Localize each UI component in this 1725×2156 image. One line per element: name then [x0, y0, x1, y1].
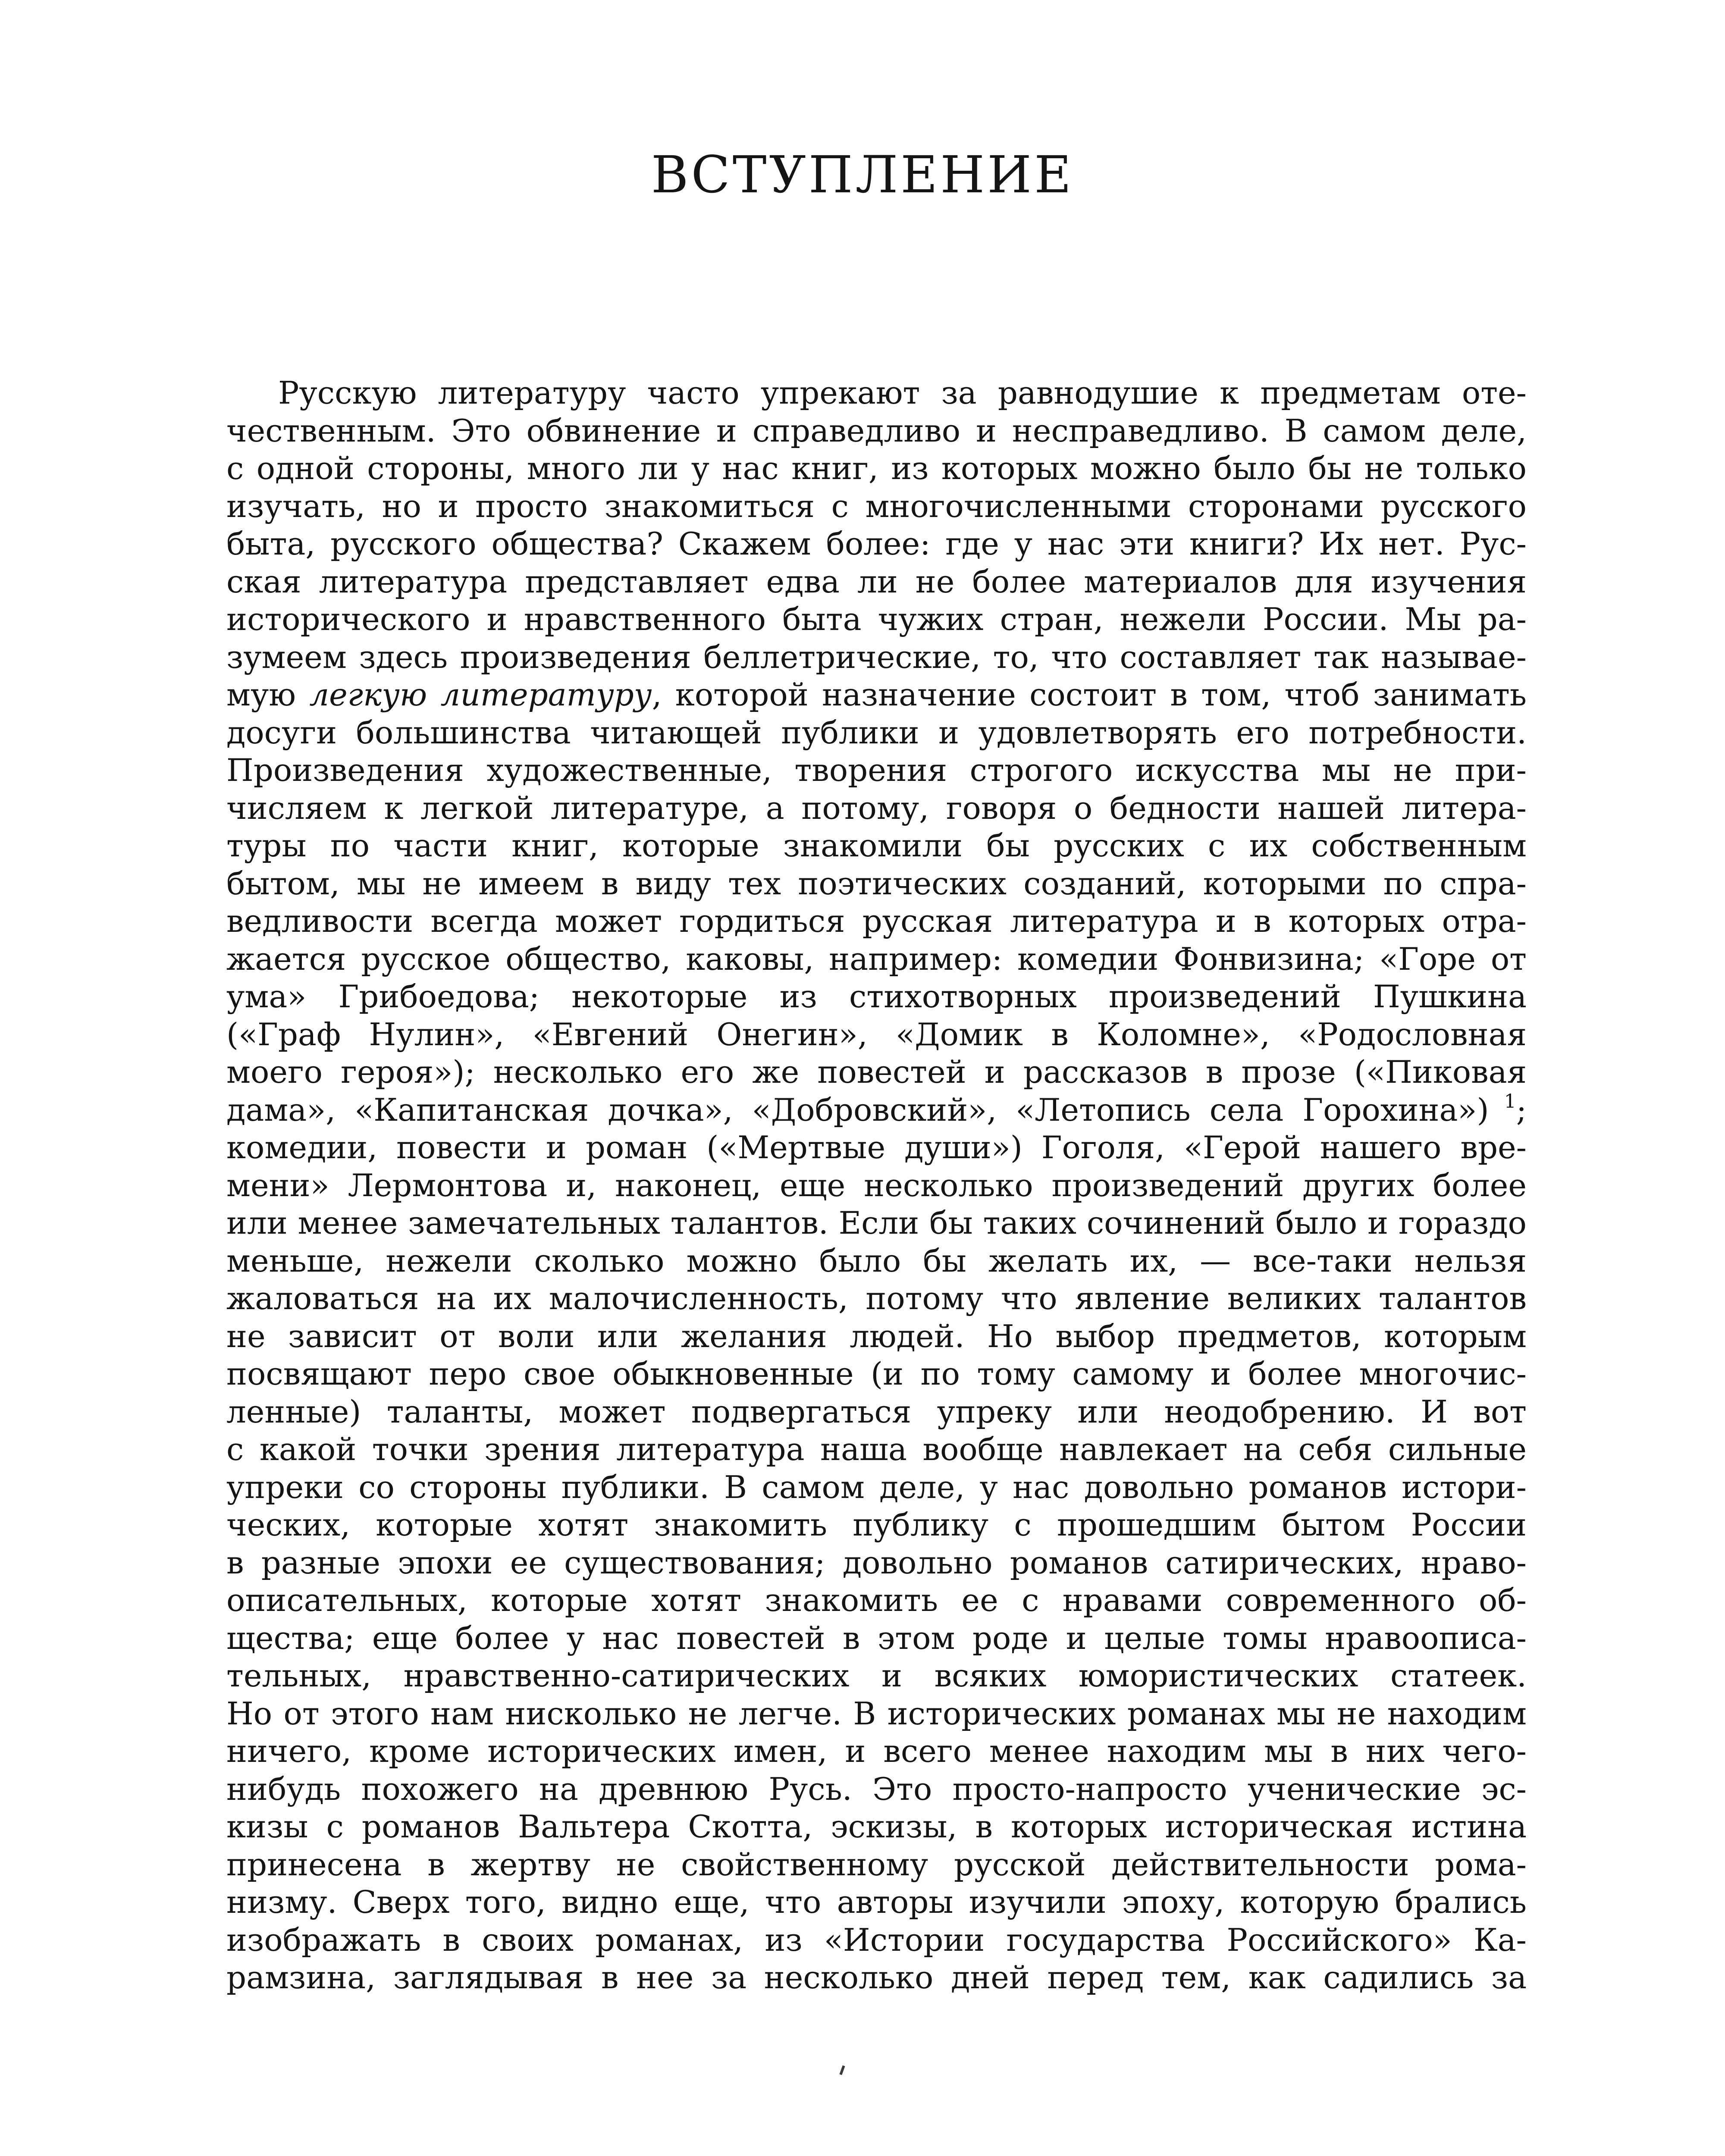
text-line: зумеем здесь произведения беллетрические, то, что составляет так называе- — [226, 639, 1527, 675]
text-segment: , которой назначение состоит в том, чтоб занимать — [652, 677, 1527, 713]
text-line: («Граф Нулин», «Евгений Онегин», «Домик в Коломне», «Родословная — [226, 1016, 1527, 1053]
text-line: ленные) таланты, может подвергаться упреку или неодобрению. И вот — [226, 1393, 1527, 1430]
text-line: комедии, повести и роман («Мертвые души») Гоголя, «Герой нашего вре- — [226, 1129, 1527, 1166]
text-line: Но от этого нам нисколько не легче. В исторических романах мы не находим — [226, 1695, 1527, 1732]
text-line: с какой точки зрения литература наша вообще навлекает на себя сильные — [226, 1431, 1527, 1467]
text-line: тельных, нравственно-сатирических и всяких юмористических статеек. — [226, 1658, 1527, 1694]
text-line: ничего, кроме исторических имен, и всего менее находим мы в них чего- — [226, 1733, 1527, 1769]
text-line: дама», «Капитанская дочка», «Добровский», «Летопись села Горохина») $^1$; — [226, 1091, 1527, 1128]
text-line: быта, русского общества? Скажем более: где у нас эти книги? Их нет. Рус- — [226, 526, 1527, 562]
text-line: низму. Сверх того, видно еще, что авторы изучили эпоху, которую брались — [226, 1884, 1527, 1920]
text-line: или менее замечательных талантов. Если бы таких сочинений было и гораздо — [226, 1205, 1527, 1241]
text-line: с одной стороны, много ли у нас книг, из которых можно было бы не только — [226, 450, 1527, 486]
text-line: меньше, нежели сколько можно было бы желать их, — все-таки нельзя — [226, 1242, 1527, 1279]
text-line: жается русское общество, каковы, например: комедии Фонвизина; «Горе от — [226, 940, 1527, 977]
text-line: изображать в своих романах, из «Истории государства Российского» Ка- — [226, 1921, 1527, 1958]
text-segment: мую — [226, 677, 310, 713]
text-line: жаловаться на их малочисленность, потому что явление великих талантов — [226, 1280, 1527, 1316]
text-line — [226, 676, 1527, 714]
text-line: нибудь похожего на древнюю Русь. Это просто-напросто ученические эс- — [226, 1771, 1527, 1807]
text-line: ведливости всегда может гордиться русская литература и в которых отра- — [226, 903, 1527, 939]
text-line: упреки со стороны публики. В самом деле, у нас довольно романов истори- — [226, 1469, 1527, 1505]
body-text — [226, 374, 1527, 1997]
text-line: изучать, но и просто знакомиться с многочисленными сторонами русского — [226, 488, 1527, 524]
text-line: не зависит от воли или желания людей. Но выбор предметов, которым — [226, 1318, 1527, 1354]
page-title: ВСТУПЛЕНИЕ — [651, 145, 1074, 204]
text-line: посвящают перо свое обыкновенные (и по тому самому и более многочис- — [226, 1356, 1527, 1392]
text-line: ума» Грибоедова; некоторые из стихотворных произведений Пушкина — [226, 978, 1527, 1015]
text-line: чественным. Это обвинение и справедливо и несправедливо. В самом деле, — [226, 412, 1527, 449]
text-line: исторического и нравственного быта чужих стран, нежели России. Мы ра- — [226, 601, 1527, 637]
text-line: описательных, которые хотят знакомить ее с нравами современного об- — [226, 1582, 1527, 1618]
italic-phrase: легкую литературу — [309, 677, 652, 713]
text-line: ческих, которые хотят знакомить публику с прошедшим бытом России — [226, 1507, 1527, 1543]
text-line: рамзина, заглядывая в нее за несколько дней перед тем, как садились за — [226, 1959, 1527, 1996]
text-line: ская литература представляет едва ли не более материалов для изучения — [226, 563, 1527, 600]
text-line: досуги большинства читающей публики и удовлетворять его потребности. — [226, 714, 1527, 751]
text-line: в разные эпохи ее существования; довольно романов сатирических, нраво- — [226, 1544, 1527, 1581]
text-line: числяем к легкой литературе, а потому, говоря о бедности нашей литера- — [226, 790, 1527, 826]
text-line: Русскую литературу часто упрекают за равнодушие к предметам оте- — [278, 375, 1527, 411]
text-line: Произведения художественные, творения строгого искусства мы не при- — [226, 752, 1527, 788]
text-line: кизы с романов Вальтера Скотта, эскизы, в которых историческая истина — [226, 1808, 1527, 1845]
text-line: бытом, мы не имеем в виду тех поэтических созданий, которыми по спра- — [226, 865, 1527, 902]
text-line: моего героя»); несколько его же повестей и рассказов в прозе («Пиковая — [226, 1054, 1527, 1090]
text-line: принесена в жертву не свойственному русской действительности рома- — [226, 1846, 1527, 1883]
text-segment: ; — [1516, 1091, 1527, 1128]
text-line: мени» Лермонтова и, наконец, еще несколько произведений других более — [226, 1167, 1527, 1203]
footnote-marker: 1 — [1489, 1091, 1516, 1112]
text-line: щества; еще более у нас повестей в этом роде и целые томы нравоописа- — [226, 1620, 1527, 1656]
text-line: туры по части книг, которые знакомили бы русских с их собственным — [226, 827, 1527, 864]
print-mark — [839, 2065, 845, 2075]
